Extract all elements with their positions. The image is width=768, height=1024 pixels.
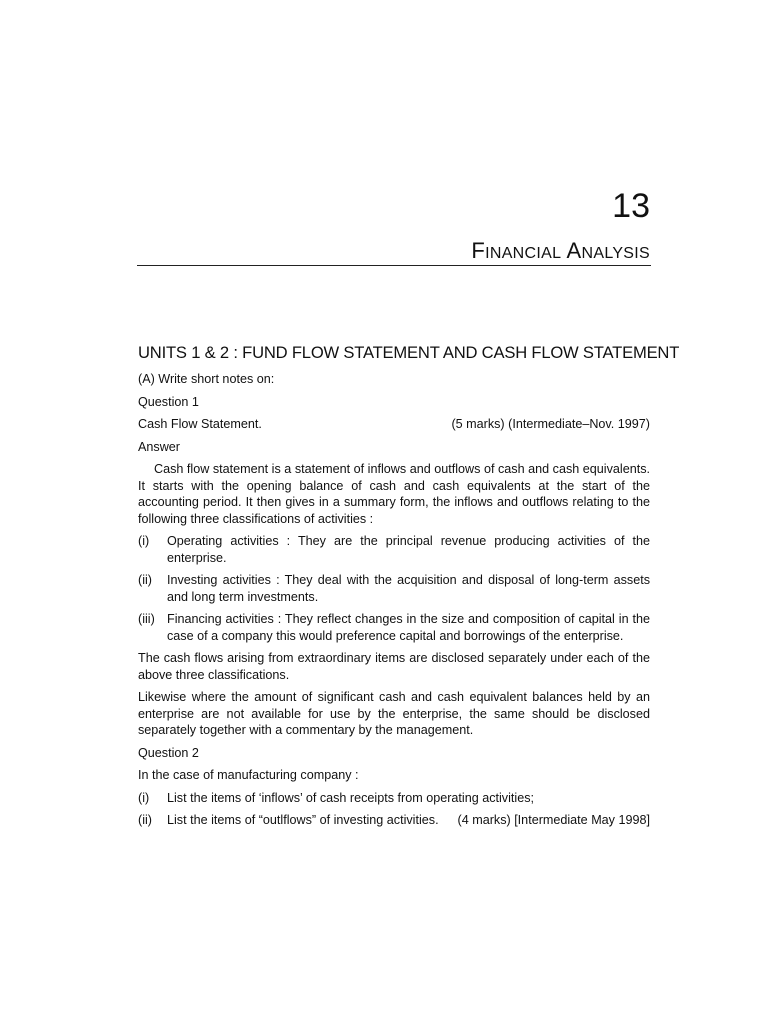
chapter-title xyxy=(471,238,650,267)
answer-intro-paragraph: Cash flow statement is a statement of inflows and outflows of cash and cash equivalents. It starts with the opening balance of cash and cash equivalents at the start of the accounting period. It then gives in a summary form, the inflows and outflows relating to the following three classifications of activities : xyxy=(138,462,650,526)
list-item xyxy=(138,533,650,566)
list-item xyxy=(138,572,650,605)
list-item-number: (i) xyxy=(138,790,150,805)
extraordinary-items-paragraph: The cash flows arising from extraordinary items are disclosed separately under each of the above three classifications. xyxy=(138,651,650,682)
chapter-title-cap-2: A xyxy=(566,238,582,263)
question-1-marks: (5 marks) (Intermediate–Nov. 1997) xyxy=(451,417,650,431)
chapter-number: 13 xyxy=(612,187,650,225)
chapter-title-rest-2: NALYSIS xyxy=(581,245,650,262)
question-1-row xyxy=(138,416,650,433)
list-item-text: Investing activities : They deal with the acquisition and disposal of long-term assets and long term investments. xyxy=(167,573,650,604)
answer-label: Answer xyxy=(138,439,180,454)
question-1-label: Question 1 xyxy=(138,394,199,409)
list-item-text: Financing activities : They reflect changes in the size and composition of capital in the case of a company this would preference capital and borrowings of the enterprise. xyxy=(167,612,650,643)
question-2-label: Question 2 xyxy=(138,745,199,760)
list-item-text: Operating activities : They are the principal revenue producing activities of the enterprise. xyxy=(167,534,650,565)
list-item-text: List the items of “outlflows” of investing activities. xyxy=(167,813,439,827)
title-rule xyxy=(137,265,651,266)
question-2-marks: (4 marks) [Intermediate May 1998] xyxy=(457,813,650,827)
list-item xyxy=(138,611,650,644)
list-item-number: (ii) xyxy=(138,813,152,827)
list-item xyxy=(138,790,650,807)
page-content xyxy=(138,342,680,835)
section-a-label: (A) Write short notes on: xyxy=(138,372,275,386)
unit-heading: UNITS 1 & 2 : FUND FLOW STATEMENT AND CASH FLOW STATEMENT xyxy=(138,343,680,362)
list-item-number: (iii) xyxy=(138,612,155,626)
question-1-text: Cash Flow Statement. xyxy=(138,417,262,431)
list-item-text: List the items of ‘inflows’ of cash receipts from operating activities; xyxy=(167,790,535,805)
list-item-text-row xyxy=(167,812,650,829)
list-item-number: (i) xyxy=(138,534,150,548)
chapter-title-cap-1: F xyxy=(471,238,486,263)
list-item xyxy=(138,812,650,829)
chapter-title-rest-1: INANCIAL xyxy=(485,245,562,262)
question-2-text: In the case of manufacturing company : xyxy=(138,768,359,782)
list-item-number: (ii) xyxy=(138,573,152,587)
restricted-balances-paragraph: Likewise where the amount of significant cash and cash equivalent balances held by an enterprise are not available for use by the enterprise, the same should be disclosed separately together with a commentary by the management. xyxy=(138,690,650,737)
